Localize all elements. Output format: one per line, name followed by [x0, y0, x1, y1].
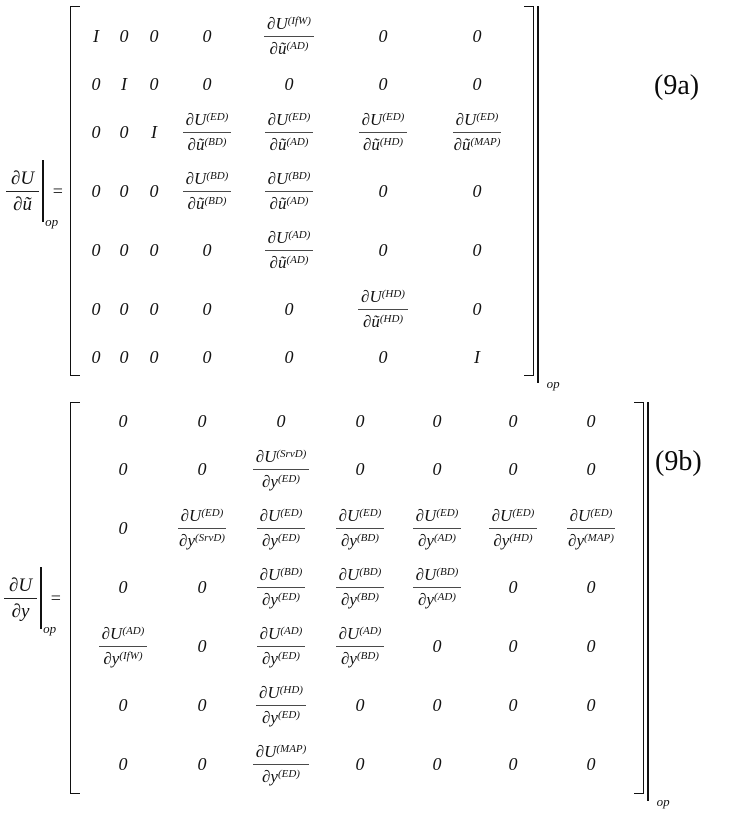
- matrix-cell: [336, 564, 385, 610]
- matrix-cell: [119, 516, 128, 540]
- matrix-cell: [474, 345, 480, 369]
- matrix-entry: 0: [91, 346, 101, 367]
- matrix-cell: [379, 72, 388, 96]
- fraction-denominator: $\partial ũ^{(BD)}$: [187, 135, 227, 154]
- fraction-numerator: $\partial U^{(ED)}$: [453, 109, 502, 133]
- matrix-entry: 0: [284, 346, 294, 367]
- matrix-entry: 0: [202, 25, 212, 46]
- partial-derivative-fraction: [336, 623, 385, 669]
- matrix-cell: [509, 693, 518, 717]
- matrix-entry: 0: [197, 753, 207, 774]
- matrix-cell: [178, 505, 227, 551]
- matrix-entry: 0: [197, 694, 207, 715]
- fraction-denominator: $\partial y^{(ED)}$: [262, 590, 300, 609]
- matrix-entry: 0: [119, 239, 129, 260]
- partial-derivative-fraction: [253, 446, 310, 492]
- fraction-denominator: $\partial y^{(MAP)}$: [568, 531, 614, 550]
- matrix-cell: [119, 693, 128, 717]
- matrix-cell: [198, 457, 207, 481]
- matrix-cell: [379, 345, 388, 369]
- matrix-cell: [92, 179, 101, 203]
- evaluation-bar: [40, 567, 57, 636]
- partial-derivative-fraction: [264, 13, 314, 59]
- matrix-cell: [150, 72, 159, 96]
- matrix-close-bracket: [634, 402, 644, 794]
- fraction-numerator: $\partial U^{(MAP)}$: [253, 741, 310, 765]
- partial-derivative-fraction: [336, 505, 385, 551]
- lhs-numerator: ∂U: [4, 574, 37, 599]
- matrix-cell: [473, 72, 482, 96]
- matrix-entry: 0: [202, 73, 212, 94]
- matrix-entry: 0: [586, 753, 596, 774]
- fraction-denominator: $\partial y^{(ED)}$: [262, 708, 300, 727]
- matrix-cell: [433, 634, 442, 658]
- matrix-cell: [150, 345, 159, 369]
- lhs-numerator: ∂U: [6, 167, 39, 192]
- matrix-entry: 0: [276, 410, 286, 431]
- matrix-cell: [99, 623, 148, 669]
- matrix-cell: [356, 457, 365, 481]
- equals-sign: =: [52, 180, 63, 201]
- evaluation-bar: [537, 6, 539, 383]
- partial-derivative-fraction: [359, 109, 408, 155]
- matrix-cell: [203, 72, 212, 96]
- matrix-cell: [587, 457, 596, 481]
- matrix-cell: [253, 446, 310, 492]
- matrix-entry: 0: [119, 121, 129, 142]
- matrix-cell: [359, 109, 408, 155]
- matrix-entry: 0: [432, 458, 442, 479]
- fraction-numerator: $\partial U^{(BD)}$: [183, 168, 232, 192]
- lhs-denominator: ∂y: [11, 600, 30, 622]
- fraction-denominator: $\partial ũ^{(AD)}$: [269, 194, 309, 213]
- matrix-cell: [203, 345, 212, 369]
- matrix-cell: [119, 457, 128, 481]
- partial-derivative-fraction: [99, 623, 148, 669]
- fraction-numerator: $\partial U^{(ED)}$: [183, 109, 232, 133]
- fraction-denominator: $\partial y^{(ED)}$: [262, 649, 300, 668]
- matrix-entry: 0: [508, 410, 518, 431]
- matrix-cell: [277, 409, 286, 433]
- matrix-cell: [119, 575, 128, 599]
- matrix-cell: [256, 682, 306, 728]
- fraction-denominator: $\partial ũ^{(MAP)}$: [453, 135, 501, 154]
- matrix-cell: [198, 634, 207, 658]
- partial-derivative-fraction: [489, 505, 538, 551]
- fraction-numerator: $\partial U^{(ED)}$: [567, 505, 616, 529]
- partial-derivative-fraction: [257, 623, 306, 669]
- partial-derivative-fraction: [336, 564, 385, 610]
- matrix-entry: 0: [432, 753, 442, 774]
- matrix-cell: [379, 179, 388, 203]
- lhs-denominator: ∂ũ: [13, 193, 32, 215]
- op-subscript: op: [45, 214, 59, 229]
- matrix-entry: 0: [118, 458, 128, 479]
- matrix-entry: 0: [355, 410, 365, 431]
- matrix-entry: 0: [378, 346, 388, 367]
- partial-derivative-fraction: [567, 505, 616, 551]
- matrix-entry: 0: [202, 346, 212, 367]
- matrix-entry: 0: [508, 458, 518, 479]
- matrix-cell: [356, 409, 365, 433]
- matrix-entry: 0: [378, 180, 388, 201]
- matrix-cell: [92, 238, 101, 262]
- matrix-entry: 0: [149, 180, 159, 201]
- matrix-entry: 0: [472, 25, 482, 46]
- matrix-entry: 0: [586, 694, 596, 715]
- matrix-cell: [92, 297, 101, 321]
- matrix-entry: 0: [472, 298, 482, 319]
- matrix-cell: [150, 179, 159, 203]
- evaluation-bar: [647, 402, 649, 801]
- matrix-cell: [509, 575, 518, 599]
- matrix-entry: 0: [197, 410, 207, 431]
- matrix-entry: 0: [284, 298, 294, 319]
- matrix-entry: 0: [378, 239, 388, 260]
- partial-derivative-fraction: [453, 109, 502, 155]
- matrix-entry: 0: [118, 694, 128, 715]
- matrix-cell: [433, 752, 442, 776]
- equals-sign: =: [50, 587, 61, 608]
- op-subscript: op: [546, 376, 560, 391]
- fraction-denominator: $\partial y^{(AD)}$: [418, 531, 456, 550]
- fraction-numerator: $\partial U^{(ED)}$: [265, 109, 314, 133]
- jacobian-matrix-9b: [70, 402, 670, 809]
- fraction-denominator: $\partial y^{(ED)}$: [262, 531, 300, 550]
- matrix-cell: [413, 505, 462, 551]
- matrix-cell: [265, 227, 314, 273]
- matrix-cell: [257, 505, 306, 551]
- matrix-cell: [473, 24, 482, 48]
- matrix-entry: 0: [508, 635, 518, 656]
- fraction-numerator: $\partial U^{(AD)}$: [265, 227, 314, 251]
- matrix-entry: 0: [472, 73, 482, 94]
- matrix-cell: [198, 409, 207, 433]
- jacobian-matrix-9a: [70, 6, 560, 391]
- partial-derivative-fraction: [413, 505, 462, 551]
- matrix-cell: [92, 72, 101, 96]
- matrix-cell: [587, 634, 596, 658]
- matrix-cell: [285, 297, 294, 321]
- matrix-cell: [93, 24, 99, 48]
- fraction-denominator: $\partial ũ^{(AD)}$: [269, 39, 309, 58]
- matrix-cell: [567, 505, 616, 551]
- fraction-denominator: $\partial y^{(IfW)}$: [103, 649, 143, 668]
- equation-9a: [6, 6, 560, 391]
- matrix-entry: 0: [472, 239, 482, 260]
- partial-derivative-fraction: [183, 168, 232, 214]
- matrix-cell: [265, 168, 314, 214]
- matrix-entry: 0: [586, 458, 596, 479]
- matrix-entry: 0: [118, 753, 128, 774]
- partial-derivative-fraction: [183, 109, 232, 155]
- matrix-entry: 0: [149, 346, 159, 367]
- matrix-entry: 0: [149, 73, 159, 94]
- equation-9b: [4, 402, 670, 809]
- matrix-entry: I: [151, 121, 157, 142]
- fraction-numerator: $\partial U^{(BD)}$: [336, 564, 385, 588]
- matrix-entry: 0: [378, 25, 388, 46]
- matrix-entry: 0: [91, 73, 101, 94]
- matrix-cell: [198, 575, 207, 599]
- matrix-entry: 0: [119, 346, 129, 367]
- matrix-entry: 0: [472, 180, 482, 201]
- matrix-cell: [150, 238, 159, 262]
- matrix-cell: [203, 238, 212, 262]
- fraction-numerator: $\partial U^{(ED)}$: [336, 505, 385, 529]
- matrix-cell: [257, 564, 306, 610]
- partial-derivative-fraction: [358, 286, 408, 332]
- fraction-denominator: $\partial ũ^{(AD)}$: [269, 135, 309, 154]
- fraction-denominator: $\partial y^{(SrvD)}$: [179, 531, 225, 550]
- matrix-cell: [253, 741, 310, 787]
- matrix-entry: 0: [197, 458, 207, 479]
- fraction-denominator: $\partial ũ^{(BD)}$: [187, 194, 227, 213]
- partial-derivative-fraction: [178, 505, 227, 551]
- matrix-cell: [119, 409, 128, 433]
- fraction-numerator: $\partial U^{(ED)}$: [359, 109, 408, 133]
- fraction-numerator: $\partial U^{(BD)}$: [265, 168, 314, 192]
- matrix-entry: 0: [118, 576, 128, 597]
- matrix-cell: [119, 752, 128, 776]
- partial-derivative-fraction: [253, 741, 310, 787]
- partial-derivative-fraction: [265, 109, 314, 155]
- matrix-cell: [433, 409, 442, 433]
- matrix-entry: 0: [202, 239, 212, 260]
- matrix-cell: [183, 109, 232, 155]
- matrix-open-bracket: [70, 6, 80, 376]
- fraction-denominator: $\partial y^{(ED)}$: [262, 767, 300, 786]
- matrix-cell: [358, 286, 408, 332]
- fraction-denominator: $\partial ũ^{(HD)}$: [362, 135, 404, 154]
- equation-label-9a: (9a): [654, 70, 700, 101]
- matrix-cell: [336, 505, 385, 551]
- fraction-numerator: $\partial U^{(BD)}$: [257, 564, 306, 588]
- matrix-cell: [379, 24, 388, 48]
- matrix-cell: [120, 24, 129, 48]
- matrix-grid: [80, 6, 524, 376]
- matrix-cell: [150, 297, 159, 321]
- matrix-cell: [120, 120, 129, 144]
- matrix-cell: [473, 179, 482, 203]
- matrix-cell: [413, 564, 462, 610]
- fraction-denominator: $\partial y^{(BD)}$: [341, 649, 379, 668]
- matrix-entry: 0: [197, 635, 207, 656]
- matrix-cell: [509, 752, 518, 776]
- op-subscript: op: [43, 621, 57, 636]
- matrix-cell: [453, 109, 502, 155]
- matrix-entry: 0: [378, 73, 388, 94]
- matrix-cell: [473, 238, 482, 262]
- equation-lhs: [4, 567, 70, 636]
- matrix-cell: [120, 297, 129, 321]
- matrix-open-bracket: [70, 402, 80, 794]
- fraction-numerator: $\partial U^{(ED)}$: [489, 505, 538, 529]
- partial-derivative-fraction: [257, 505, 306, 551]
- lhs-derivative-fraction: [6, 167, 39, 216]
- matrix-entry: 0: [119, 298, 129, 319]
- matrix-cell: [285, 72, 294, 96]
- matrix-entry: 0: [586, 576, 596, 597]
- matrix-entry: 0: [91, 180, 101, 201]
- matrix-cell: [509, 457, 518, 481]
- matrix-close-bracket: [524, 6, 534, 376]
- matrix-cell: [356, 752, 365, 776]
- matrix-cell: [150, 24, 159, 48]
- fraction-denominator: $\partial y^{(BD)}$: [341, 590, 379, 609]
- matrix-cell: [120, 238, 129, 262]
- fraction-denominator: $\partial y^{(AD)}$: [418, 590, 456, 609]
- matrix-entry: 0: [119, 25, 129, 46]
- matrix-entry: 0: [355, 694, 365, 715]
- matrix-entry: I: [474, 346, 480, 367]
- matrix-entry: 0: [202, 298, 212, 319]
- matrix-entry: 0: [91, 121, 101, 142]
- matrix-cell: [473, 297, 482, 321]
- matrix-entry: 0: [149, 239, 159, 260]
- matrix-entry: 0: [508, 694, 518, 715]
- matrix-cell: [336, 623, 385, 669]
- fraction-numerator: $\partial U^{(HD)}$: [256, 682, 306, 706]
- matrix-entry: 0: [284, 73, 294, 94]
- matrix-entry: 0: [508, 753, 518, 774]
- fraction-numerator: $\partial U^{(AD)}$: [336, 623, 385, 647]
- matrix-cell: [121, 72, 127, 96]
- matrix-cell: [183, 168, 232, 214]
- equation-lhs: [6, 160, 70, 229]
- matrix-entry: 0: [119, 180, 129, 201]
- matrix-entry: 0: [91, 298, 101, 319]
- matrix-entry: I: [93, 25, 99, 46]
- fraction-denominator: $\partial y^{(HD)}$: [493, 531, 533, 550]
- matrix-entry: 0: [586, 410, 596, 431]
- partial-derivative-fraction: [265, 168, 314, 214]
- fraction-numerator: $\partial U^{(ED)}$: [257, 505, 306, 529]
- matrix-entry: 0: [149, 298, 159, 319]
- op-subscript: op: [656, 794, 670, 809]
- matrix-cell: [587, 409, 596, 433]
- matrix-entry: 0: [432, 694, 442, 715]
- matrix-cell: [433, 457, 442, 481]
- partial-derivative-fraction: [257, 564, 306, 610]
- matrix-cell: [120, 345, 129, 369]
- fraction-numerator: $\partial U^{(HD)}$: [358, 286, 408, 310]
- matrix-cell: [198, 752, 207, 776]
- matrix-grid: [80, 402, 634, 794]
- fraction-denominator: $\partial y^{(BD)}$: [341, 531, 379, 550]
- matrix-cell: [257, 623, 306, 669]
- fraction-denominator: $\partial ũ^{(AD)}$: [269, 253, 309, 272]
- matrix-cell: [587, 575, 596, 599]
- equation-label-9b: (9b): [655, 446, 702, 477]
- matrix-entry: 0: [355, 458, 365, 479]
- matrix-cell: [489, 505, 538, 551]
- fraction-denominator: $\partial y^{(ED)}$: [262, 472, 300, 491]
- matrix-entry: 0: [149, 25, 159, 46]
- matrix-entry: I: [121, 73, 127, 94]
- matrix-cell: [379, 238, 388, 262]
- matrix-cell: [264, 13, 314, 59]
- matrix-cell: [509, 634, 518, 658]
- matrix-entry: 0: [91, 239, 101, 260]
- fraction-numerator: $\partial U^{(AD)}$: [257, 623, 306, 647]
- fraction-numerator: $\partial U^{(SrvD)}$: [253, 446, 310, 470]
- lhs-derivative-fraction: [4, 574, 37, 623]
- matrix-cell: [265, 109, 314, 155]
- partial-derivative-fraction: [413, 564, 462, 610]
- matrix-cell: [285, 345, 294, 369]
- matrix-cell: [203, 297, 212, 321]
- matrix-entry: 0: [432, 635, 442, 656]
- matrix-cell: [203, 24, 212, 48]
- matrix-cell: [509, 409, 518, 433]
- matrix-cell: [92, 120, 101, 144]
- fraction-numerator: $\partial U^{(BD)}$: [413, 564, 462, 588]
- matrix-cell: [433, 693, 442, 717]
- partial-derivative-fraction: [256, 682, 306, 728]
- matrix-cell: [587, 752, 596, 776]
- fraction-denominator: $\partial ũ^{(HD)}$: [362, 312, 404, 331]
- matrix-entry: 0: [508, 576, 518, 597]
- matrix-entry: 0: [586, 635, 596, 656]
- fraction-numerator: $\partial U^{(ED)}$: [413, 505, 462, 529]
- matrix-entry: 0: [197, 576, 207, 597]
- matrix-cell: [151, 120, 157, 144]
- fraction-numerator: $\partial U^{(ED)}$: [178, 505, 227, 529]
- matrix-cell: [587, 693, 596, 717]
- matrix-cell: [120, 179, 129, 203]
- matrix-cell: [92, 345, 101, 369]
- evaluation-bar: [42, 160, 59, 229]
- partial-derivative-fraction: [265, 227, 314, 273]
- fraction-numerator: $\partial U^{(IfW)}$: [264, 13, 314, 37]
- matrix-entry: 0: [355, 753, 365, 774]
- matrix-entry: 0: [432, 410, 442, 431]
- matrix-cell: [356, 693, 365, 717]
- fraction-numerator: $\partial U^{(AD)}$: [99, 623, 148, 647]
- matrix-entry: 0: [118, 410, 128, 431]
- matrix-entry: 0: [118, 517, 128, 538]
- matrix-cell: [198, 693, 207, 717]
